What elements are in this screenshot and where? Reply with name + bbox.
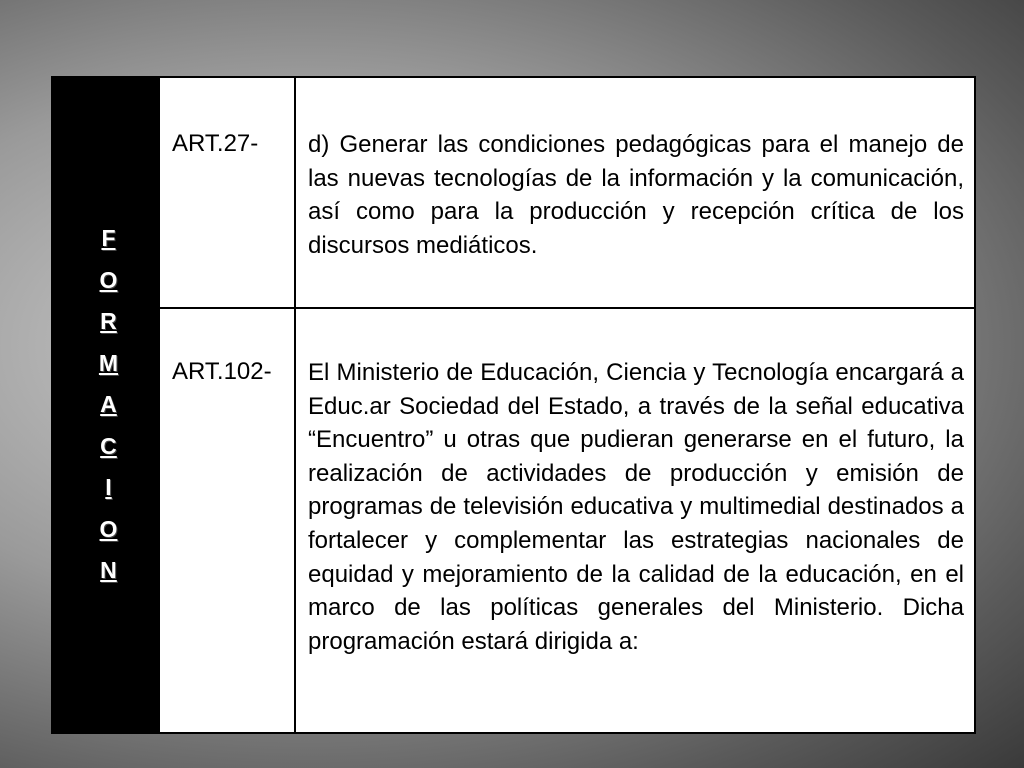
table-row xyxy=(160,309,974,732)
side-letter: I xyxy=(105,474,112,501)
article-text: El Ministerio de Educación, Ciencia y Tecnología encargará a Educ.ar Sociedad del Estado, a través de la señal educativa “Encuentro” u otras que pudieran generarse en el futuro, la realización de actividades de producción y emisión de programas de televisión educativa y multimedial destinados a fortalecer y complementar las estrategias nacionales de equidad y mejoramiento de la calidad de la educación, en el marco de las políticas generales del Ministerio. Dicha programación estará dirigida a: xyxy=(308,359,964,655)
side-letter: A xyxy=(100,391,117,418)
side-letter: F xyxy=(101,225,116,252)
formacion-side-label xyxy=(53,78,160,732)
side-letter: O xyxy=(99,266,118,293)
side-letter: M xyxy=(98,349,119,376)
side-letter: C xyxy=(100,432,117,459)
table-row xyxy=(160,78,974,309)
side-letter: N xyxy=(100,557,117,584)
side-letter: R xyxy=(100,308,117,335)
article-number: ART.102- xyxy=(160,309,296,732)
article-number: ART.27- xyxy=(160,78,296,307)
side-label-letters xyxy=(99,218,118,592)
law-articles-table xyxy=(51,76,976,734)
side-letter: O xyxy=(99,515,118,542)
article-text: d) Generar las condiciones pedagógicas para el manejo de las nuevas tecnologías de la información y la comunicación, así como para la producción y recepción crítica de los discursos mediáticos. xyxy=(308,131,964,259)
